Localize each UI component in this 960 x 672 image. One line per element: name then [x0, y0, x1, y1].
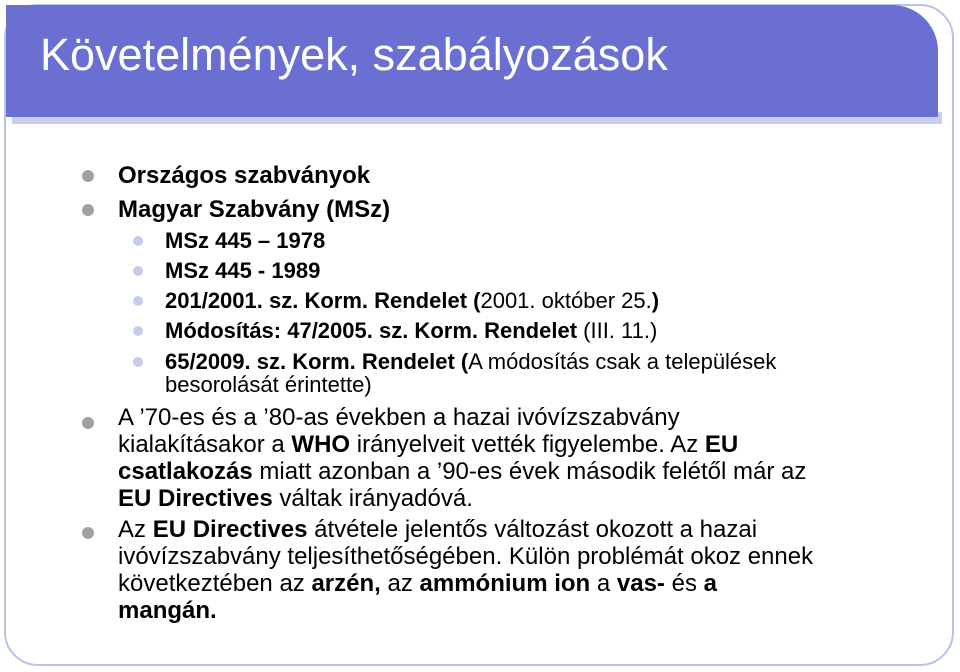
decree-date: 2001. október 25. [480, 288, 652, 313]
sub-bullet-modositas [165, 317, 657, 345]
eu-directives-term: EU Directives [118, 485, 273, 512]
para2-line2: ivóvízszabvány teljesíthetőségében. Külön problémát okoz ennek [118, 543, 814, 570]
para1-line4 [118, 484, 473, 514]
text-run: irányelveit vették figyelembe. Az [350, 431, 705, 458]
ammonium-term: ammónium ion [419, 570, 591, 597]
sub-bullet-dot [133, 236, 143, 246]
bullet-dot [82, 170, 94, 182]
amendment-number: Módosítás: 47/2005. sz. Korm. Rendelet [165, 318, 584, 343]
text-run: váltak irányadóvá. [272, 485, 473, 512]
decree-number: 65/2009. sz. Korm. Rendelet ( [165, 349, 469, 374]
para1-line2 [118, 430, 738, 460]
para1-line1: A ’70-es és a ’80-as években a hazai ivóvízszabvány [118, 404, 680, 431]
slide-title: Követelmények, szabályozások [40, 29, 668, 80]
para2-line4: mangán. [118, 597, 217, 624]
text-run: a [590, 570, 617, 597]
text-run: következtében az [118, 570, 312, 597]
sub-bullet-65-2009-cont: besorolását érintette) [165, 372, 372, 397]
decree-note: A módosítás csak a települések [468, 349, 777, 374]
arzen-term: arzén, [311, 570, 381, 597]
sub-bullet-dot [133, 326, 143, 336]
para2-line3 [118, 569, 717, 599]
bullet-dot [82, 527, 94, 539]
text-run: a [703, 570, 717, 597]
sub-bullet-dot [133, 266, 143, 276]
decree-number: 201/2001. sz. Korm. Rendelet ( [165, 288, 481, 313]
para1-line3 [118, 457, 806, 487]
sub-bullet-msz-1978: MSz 445 – 1978 [165, 228, 326, 253]
bullet-magyar-szabvany: Magyar Szabvány (MSz) [118, 196, 391, 223]
text-run: és [664, 570, 704, 597]
text-run: kialakításakor a [118, 431, 292, 458]
sub-bullet-dot [133, 357, 143, 367]
sub-bullet-201-2001 [165, 287, 659, 315]
eu-term: EU [704, 431, 739, 458]
bullet-dot [82, 204, 94, 216]
bullet-dot [82, 417, 94, 429]
eu-directives-term: EU Directives [152, 516, 308, 543]
text-run: az [380, 570, 420, 597]
text-run: miatt azonban a ’90-es évek második felétől már az [252, 458, 807, 485]
para2-line1 [118, 515, 757, 545]
text-run: átvétele jelentős változást okozott a hazai [307, 516, 758, 543]
who-term: WHO [291, 431, 351, 458]
csatlakozas-term: csatlakozás [118, 458, 253, 485]
sub-bullet-dot [133, 296, 143, 306]
closing-paren: ) [651, 288, 660, 313]
bullet-orszagos-szabvanyok: Országos szabványok [118, 162, 371, 189]
text-run: Az [118, 516, 153, 543]
amendment-date: (III. 11.) [583, 318, 658, 343]
vas-term: vas- [616, 570, 665, 597]
sub-bullet-msz-1989: MSz 445 - 1989 [165, 258, 321, 283]
